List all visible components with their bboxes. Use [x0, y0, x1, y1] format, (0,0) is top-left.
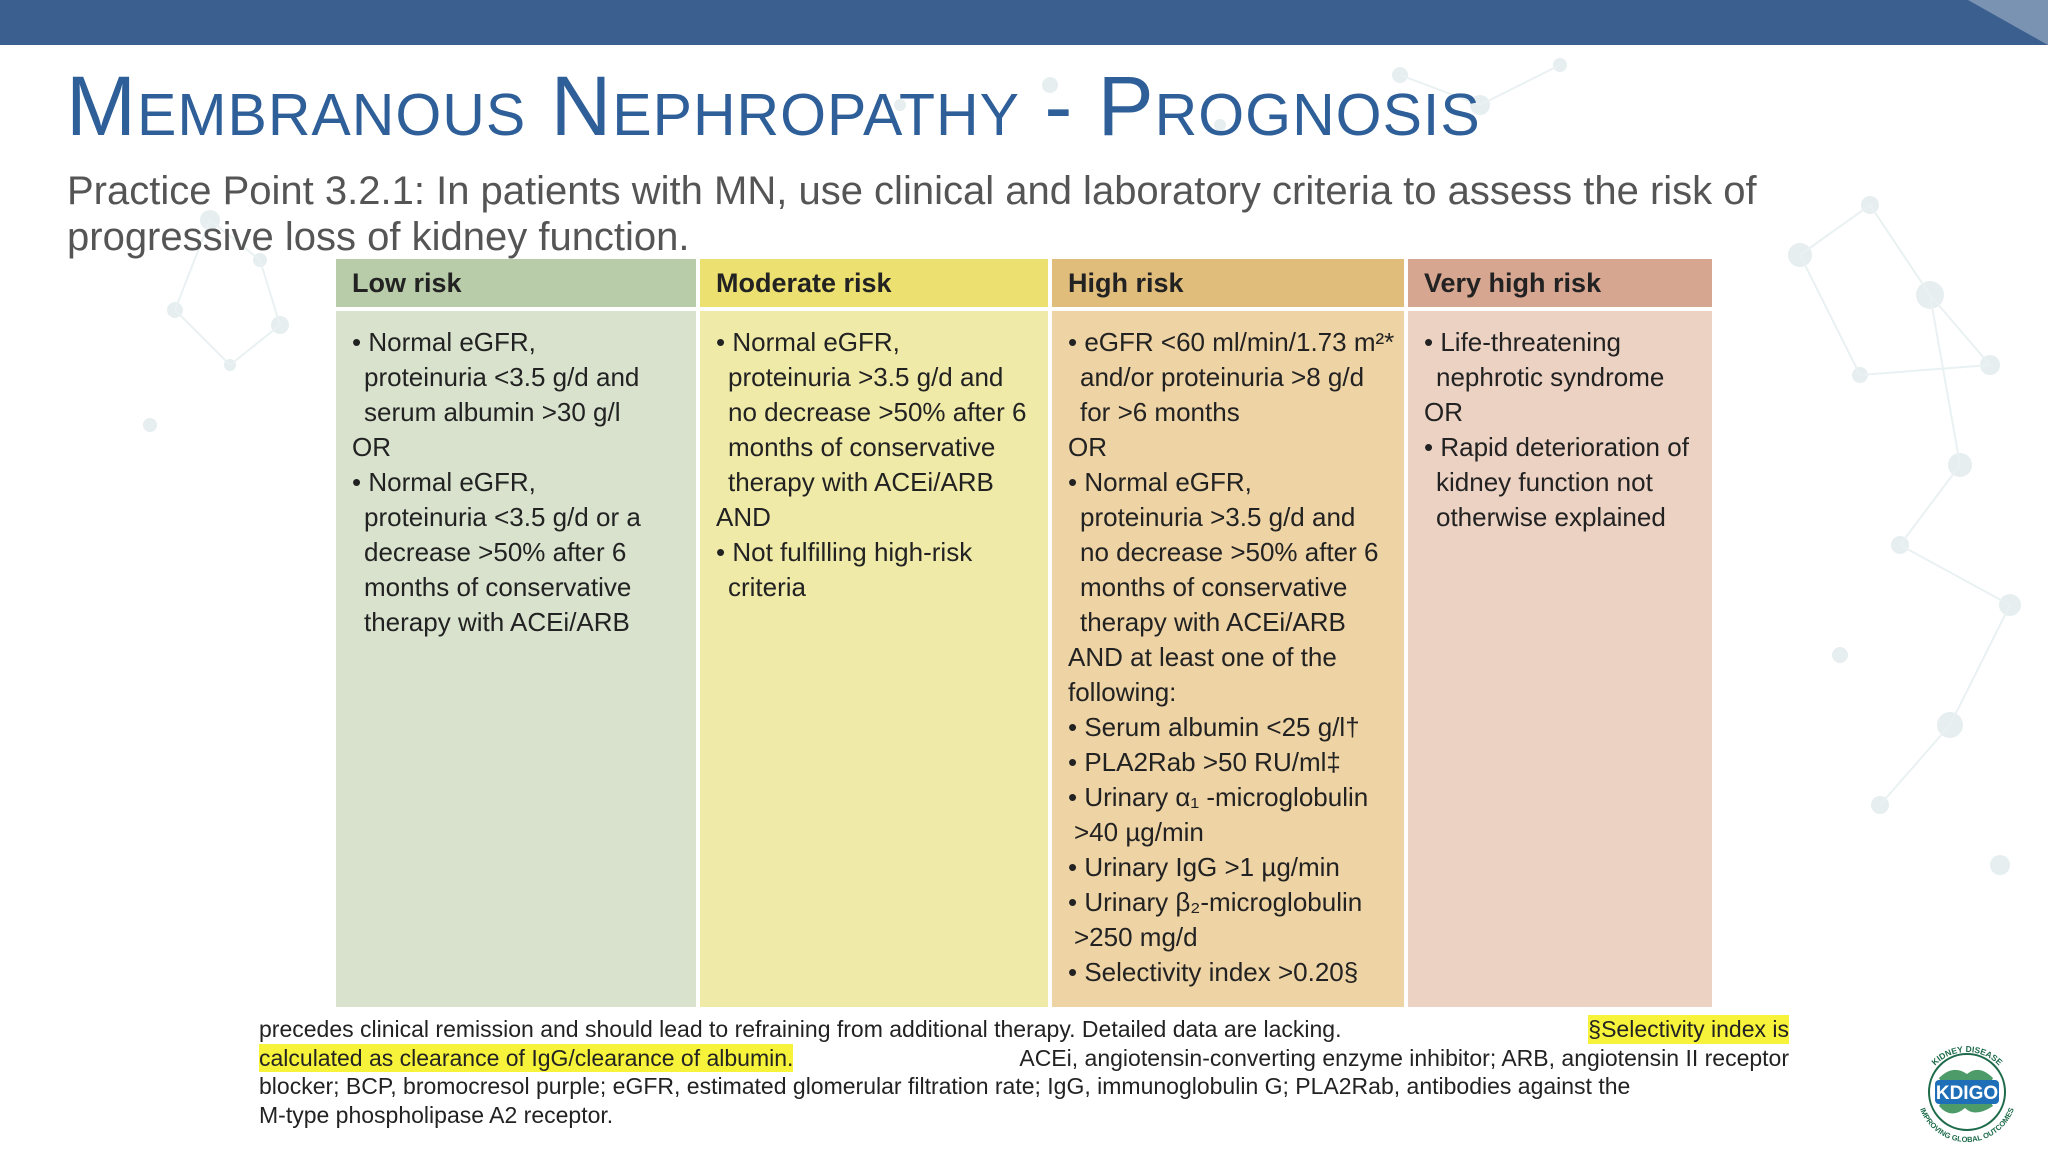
criteria-line: OR [1068, 432, 1107, 462]
criteria-line: • eGFR <60 ml/min/1.73 m²* [1068, 327, 1395, 357]
criteria-line: proteinuria >3.5 g/d and [728, 362, 1004, 392]
footnote-text: ACEi, angiotensin-converting enzyme inhibitor; ARB, angiotensin II receptor [1019, 1044, 1789, 1071]
column-header: High risk [1052, 259, 1404, 307]
criteria-line: • Normal eGFR, [352, 467, 536, 497]
criteria-line: >40 µg/min [1074, 817, 1204, 847]
footnote-line [259, 1101, 1789, 1130]
criteria-line: OR [352, 432, 391, 462]
criteria-line: months of conservative [364, 572, 632, 602]
criteria-line: • Normal eGFR, [1068, 467, 1252, 497]
logo-ring-bottom: IMPROVING GLOBAL OUTCOMES [1918, 1106, 2016, 1145]
criteria-line: criteria [728, 572, 807, 602]
criteria-line: AND at least one of the [1068, 642, 1337, 672]
footnote-line [259, 1072, 1789, 1101]
criteria-line: and/or proteinuria >8 g/d [1080, 362, 1365, 392]
criteria-line: months of conservative [1080, 572, 1348, 602]
criteria-line: OR [1424, 397, 1463, 427]
footnote-highlight: calculated as clearance of IgG/clearance of albumin. [259, 1044, 794, 1071]
logo-ring-top: KIDNEY DISEASE [1929, 1043, 2005, 1068]
column-header: Low risk [336, 259, 696, 307]
header-bar-corner [1968, 0, 2048, 45]
criteria-line: • Serum albumin <25 g/l† [1068, 712, 1360, 742]
footnote-text: blocker; BCP, bromocresol purple; eGFR, estimated glomerular filtration rate; IgG, immunoglobulin G; PLA2Rab, antibodies against the [259, 1073, 1631, 1099]
criteria-line: • Not fulfilling high-risk [716, 537, 973, 567]
risk-table [336, 259, 1712, 1007]
criteria-line: following: [1068, 677, 1177, 707]
criteria-line: • Normal eGFR, [352, 327, 536, 357]
column-header: Very high risk [1408, 259, 1712, 307]
logo-wordmark: KDIGO [1935, 1083, 1999, 1104]
practice-point: Practice Point 3.2.1: In patients with MN, use clinical and laboratory criteria to assess the risk of progressive loss of kidney function. [67, 169, 1757, 259]
footnote-highlight: §Selectivity index is [1588, 1016, 1789, 1042]
footnote-text: M-type phospholipase A2 receptor. [259, 1101, 614, 1128]
criteria-line: kidney function not [1436, 467, 1653, 497]
column-body [1408, 311, 1712, 1007]
criteria-line: • Urinary IgG >1 µg/min [1068, 852, 1340, 882]
criteria-line: nephrotic syndrome [1436, 362, 1665, 392]
criteria-line: proteinuria <3.5 g/d and [364, 362, 640, 392]
column-header: Moderate risk [700, 259, 1048, 307]
criteria-line: serum albumin >30 g/l [364, 397, 621, 427]
column-body [336, 311, 696, 1007]
criteria-line: • PLA2Rab >50 RU/ml‡ [1068, 747, 1341, 777]
criteria-line: >250 mg/d [1074, 922, 1198, 952]
slide-title: Membranous Nephropathy - Prognosis [66, 59, 1481, 153]
column-body [700, 311, 1048, 1007]
criteria-line: • Rapid deterioration of [1424, 432, 1689, 462]
column-high-risk [1052, 259, 1404, 1007]
kdigo-logo [1905, 1034, 2029, 1146]
footnote-text: precedes clinical remission and should lead to refraining from additional therapy. Detailed data are lacking. [259, 1016, 1342, 1042]
criteria-line: • Life-threatening [1424, 327, 1622, 357]
criteria-line: • Urinary α₁ -microglobulin [1068, 782, 1369, 812]
footnote [259, 1015, 1789, 1129]
criteria-line: for >6 months [1080, 397, 1240, 427]
criteria-line: proteinuria >3.5 g/d and [1080, 502, 1356, 532]
criteria-line: no decrease >50% after 6 [1080, 537, 1379, 567]
criteria-line: no decrease >50% after 6 [728, 397, 1027, 427]
header-bar [0, 0, 2048, 45]
criteria-line: AND [716, 502, 771, 532]
criteria-line: therapy with ACEi/ARB [728, 467, 994, 497]
criteria-line: • Normal eGFR, [716, 327, 900, 357]
criteria-line: • Selectivity index >0.20§ [1068, 957, 1359, 987]
footnote-line [259, 1044, 1789, 1073]
column-low-risk [336, 259, 696, 1007]
criteria-line: otherwise explained [1436, 502, 1666, 532]
criteria-line: months of conservative [728, 432, 996, 462]
criteria-line: decrease >50% after 6 [364, 537, 627, 567]
criteria-line: proteinuria <3.5 g/d or a [364, 502, 641, 532]
column-moderate-risk [700, 259, 1048, 1007]
criteria-line: therapy with ACEi/ARB [1080, 607, 1346, 637]
criteria-line: therapy with ACEi/ARB [364, 607, 630, 637]
column-very-high-risk [1408, 259, 1712, 1007]
column-body [1052, 311, 1404, 1007]
criteria-line: • Urinary β₂-microglobulin [1068, 887, 1363, 917]
footnote-line [259, 1015, 1789, 1044]
